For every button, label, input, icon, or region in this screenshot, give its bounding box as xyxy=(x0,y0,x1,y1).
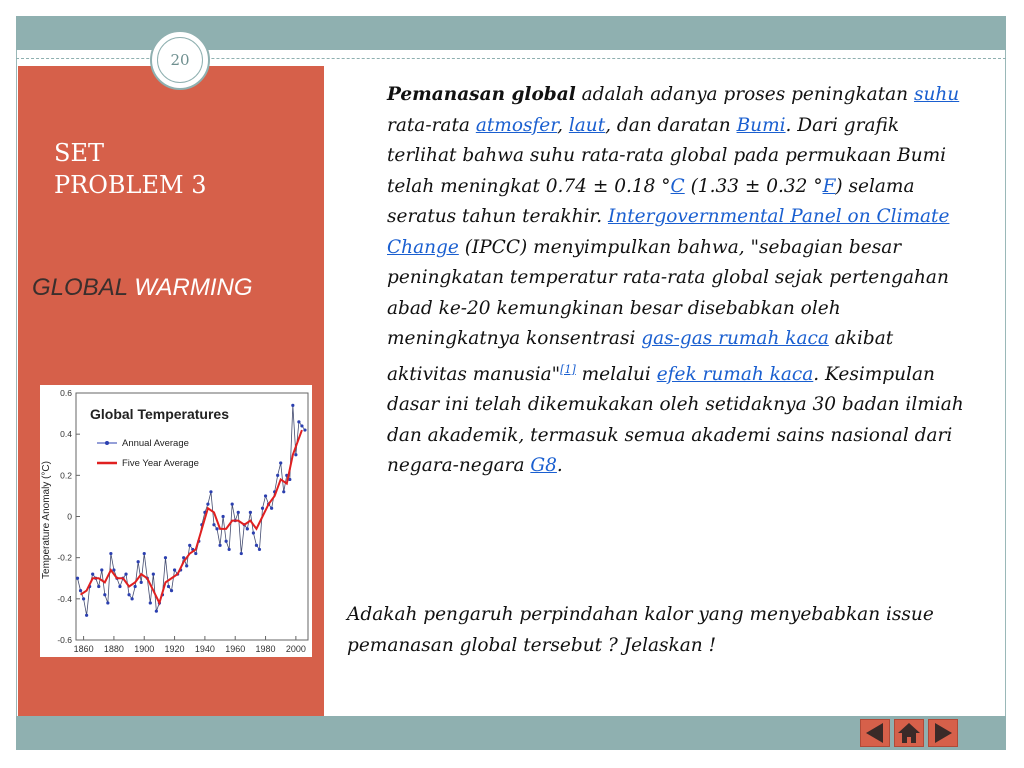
slide-subtitle xyxy=(32,274,322,302)
x-tick-label: 2000 xyxy=(285,644,306,654)
point-annual-average xyxy=(127,593,130,596)
point-annual-average xyxy=(246,527,249,530)
point-annual-average xyxy=(249,511,252,514)
point-annual-average xyxy=(167,585,170,588)
point-annual-average xyxy=(209,490,212,493)
y-tick-label: -0.2 xyxy=(57,552,72,563)
link-g8[interactable]: G8 xyxy=(530,455,557,477)
point-annual-average xyxy=(228,548,231,551)
point-annual-average xyxy=(240,552,243,555)
triangle-right-icon xyxy=(929,720,957,746)
term-pemanasan-global: Pemanasan global xyxy=(387,84,576,105)
point-annual-average xyxy=(173,568,176,571)
next-slide-button[interactable] xyxy=(928,719,958,747)
point-annual-average xyxy=(221,515,224,518)
text-run: adalah adanya proses peningkatan xyxy=(575,84,914,105)
x-tick-label: 1900 xyxy=(134,644,155,654)
global-temperatures-chart xyxy=(40,385,312,657)
main-paragraph xyxy=(387,80,972,482)
point-annual-average xyxy=(206,503,209,506)
x-tick-label: 1880 xyxy=(103,644,124,654)
chart-title: Global Temperatures xyxy=(90,406,230,422)
point-annual-average xyxy=(152,573,155,576)
point-annual-average xyxy=(106,601,109,604)
y-tick-label: 0.2 xyxy=(60,470,72,481)
point-annual-average xyxy=(170,589,173,592)
link-celsius[interactable]: C xyxy=(670,175,685,197)
point-annual-average xyxy=(218,544,221,547)
link-laut[interactable]: laut xyxy=(568,114,606,136)
point-annual-average xyxy=(255,544,258,547)
point-annual-average xyxy=(97,585,100,588)
question-text: Adakah pengaruh perpindahan kalor yang menyebabkan issue pemanasan global tersebut ? Jelaskan ! xyxy=(347,604,934,656)
text-run: . Kesimpulan dasar ini telah dikemukakan oleh setidaknya 30 badan ilmiah dan akademik, termasuk semua akademi sains nasional dari negara-negara xyxy=(387,363,964,477)
point-annual-average xyxy=(215,527,218,530)
point-annual-average xyxy=(79,589,82,592)
point-annual-average xyxy=(258,548,261,551)
bottom-band xyxy=(16,716,1006,750)
link-ipcc[interactable]: Intergovernmental Panel on Climate Change xyxy=(387,206,950,258)
point-annual-average xyxy=(149,601,152,604)
link-bumi[interactable]: Bumi xyxy=(736,114,786,136)
point-annual-average xyxy=(188,544,191,547)
x-tick-label: 1860 xyxy=(73,644,94,654)
x-tick-label: 1960 xyxy=(225,644,246,654)
point-annual-average xyxy=(297,420,300,423)
text-run: , dan daratan xyxy=(605,114,737,136)
link-gas-rumah-kaca[interactable]: gas-gas rumah kaca xyxy=(641,328,829,349)
point-annual-average xyxy=(225,540,228,543)
point-annual-average xyxy=(237,511,240,514)
point-annual-average xyxy=(82,597,85,600)
y-tick-label: -0.4 xyxy=(57,593,72,604)
text-run: ) selama seratus tahun terakhir. xyxy=(387,175,915,227)
y-tick-label: -0.6 xyxy=(57,635,72,645)
prev-slide-button[interactable] xyxy=(860,719,890,747)
point-annual-average xyxy=(291,404,294,407)
x-tick-label: 1940 xyxy=(194,644,215,654)
y-tick-label: 0.6 xyxy=(60,388,72,398)
y-axis-label: Temperature Anomaly (°C) xyxy=(41,461,52,579)
point-annual-average xyxy=(185,564,188,567)
slide-title xyxy=(54,137,294,201)
home-icon xyxy=(895,720,923,746)
point-annual-average xyxy=(282,490,285,493)
text-run: akibat aktivitas manusia" xyxy=(387,328,894,385)
link-footnote-1[interactable]: [1] xyxy=(560,362,576,376)
slide-title-line2: PROBLEM 3 xyxy=(54,171,207,199)
point-annual-average xyxy=(212,523,215,526)
y-tick-label: 0 xyxy=(67,511,72,522)
text-run: (1.33 ± 0.32 ° xyxy=(684,175,823,197)
point-annual-average xyxy=(103,593,106,596)
point-annual-average xyxy=(137,560,140,563)
subtitle-word-warming: WARMING xyxy=(134,274,253,301)
subtitle-word-global: GLOBAL xyxy=(32,274,128,301)
point-annual-average xyxy=(85,614,88,617)
legend-five-year-label: Five Year Average xyxy=(122,458,199,469)
point-annual-average xyxy=(300,424,303,427)
point-annual-average xyxy=(118,585,121,588)
point-annual-average xyxy=(134,585,137,588)
slide-title-line1: SET xyxy=(54,139,104,167)
point-annual-average xyxy=(76,577,79,580)
link-efek-rumah-kaca[interactable]: efek rumah kaca xyxy=(656,363,814,385)
point-annual-average xyxy=(303,428,306,431)
text-run: , xyxy=(557,114,569,136)
point-annual-average xyxy=(264,494,267,497)
link-atmosfer[interactable]: atmosfer xyxy=(475,114,558,136)
y-tick-label: 0.4 xyxy=(60,429,72,440)
page-number: 20 xyxy=(157,37,203,83)
link-suhu[interactable]: suhu xyxy=(913,84,960,105)
legend-annual-label: Annual Average xyxy=(122,438,189,449)
point-annual-average xyxy=(164,556,167,559)
point-annual-average xyxy=(155,610,158,613)
x-tick-label: 1920 xyxy=(164,644,185,654)
point-annual-average xyxy=(140,581,143,584)
point-annual-average xyxy=(279,461,282,464)
point-annual-average xyxy=(124,573,127,576)
page-number-badge xyxy=(150,30,210,90)
point-annual-average xyxy=(194,552,197,555)
home-button[interactable] xyxy=(894,719,924,747)
point-annual-average xyxy=(131,597,134,600)
point-annual-average xyxy=(276,474,279,477)
point-annual-average xyxy=(109,552,112,555)
x-tick-label: 1980 xyxy=(255,644,276,654)
triangle-left-icon xyxy=(861,720,889,746)
text-run: . xyxy=(556,455,563,477)
point-annual-average xyxy=(270,507,273,510)
point-annual-average xyxy=(91,573,94,576)
text-run: . Dari grafik terlihat bahwa suhu rata-rata global pada permukaan Bumi telah meningkat 0.74 ± 0.18 ° xyxy=(387,114,947,197)
point-annual-average xyxy=(294,453,297,456)
legend-annual-marker xyxy=(105,441,109,445)
point-annual-average xyxy=(261,507,264,510)
text-run: rata-rata xyxy=(387,114,476,136)
chart-svg xyxy=(40,385,312,657)
text-run: melalui xyxy=(575,363,657,385)
link-fahrenheit[interactable]: F xyxy=(822,175,836,197)
point-annual-average xyxy=(231,503,234,506)
text-run: (IPCC) menyimpulkan bahwa, "sebagian besar peningkatan temperatur rata-rata global sejak pertengahan abad ke-20 kemungkinan besar disebabkan oleh meningkatnya konsentrasi xyxy=(387,236,949,349)
point-annual-average xyxy=(143,552,146,555)
point-annual-average xyxy=(252,531,255,534)
point-annual-average xyxy=(100,568,103,571)
